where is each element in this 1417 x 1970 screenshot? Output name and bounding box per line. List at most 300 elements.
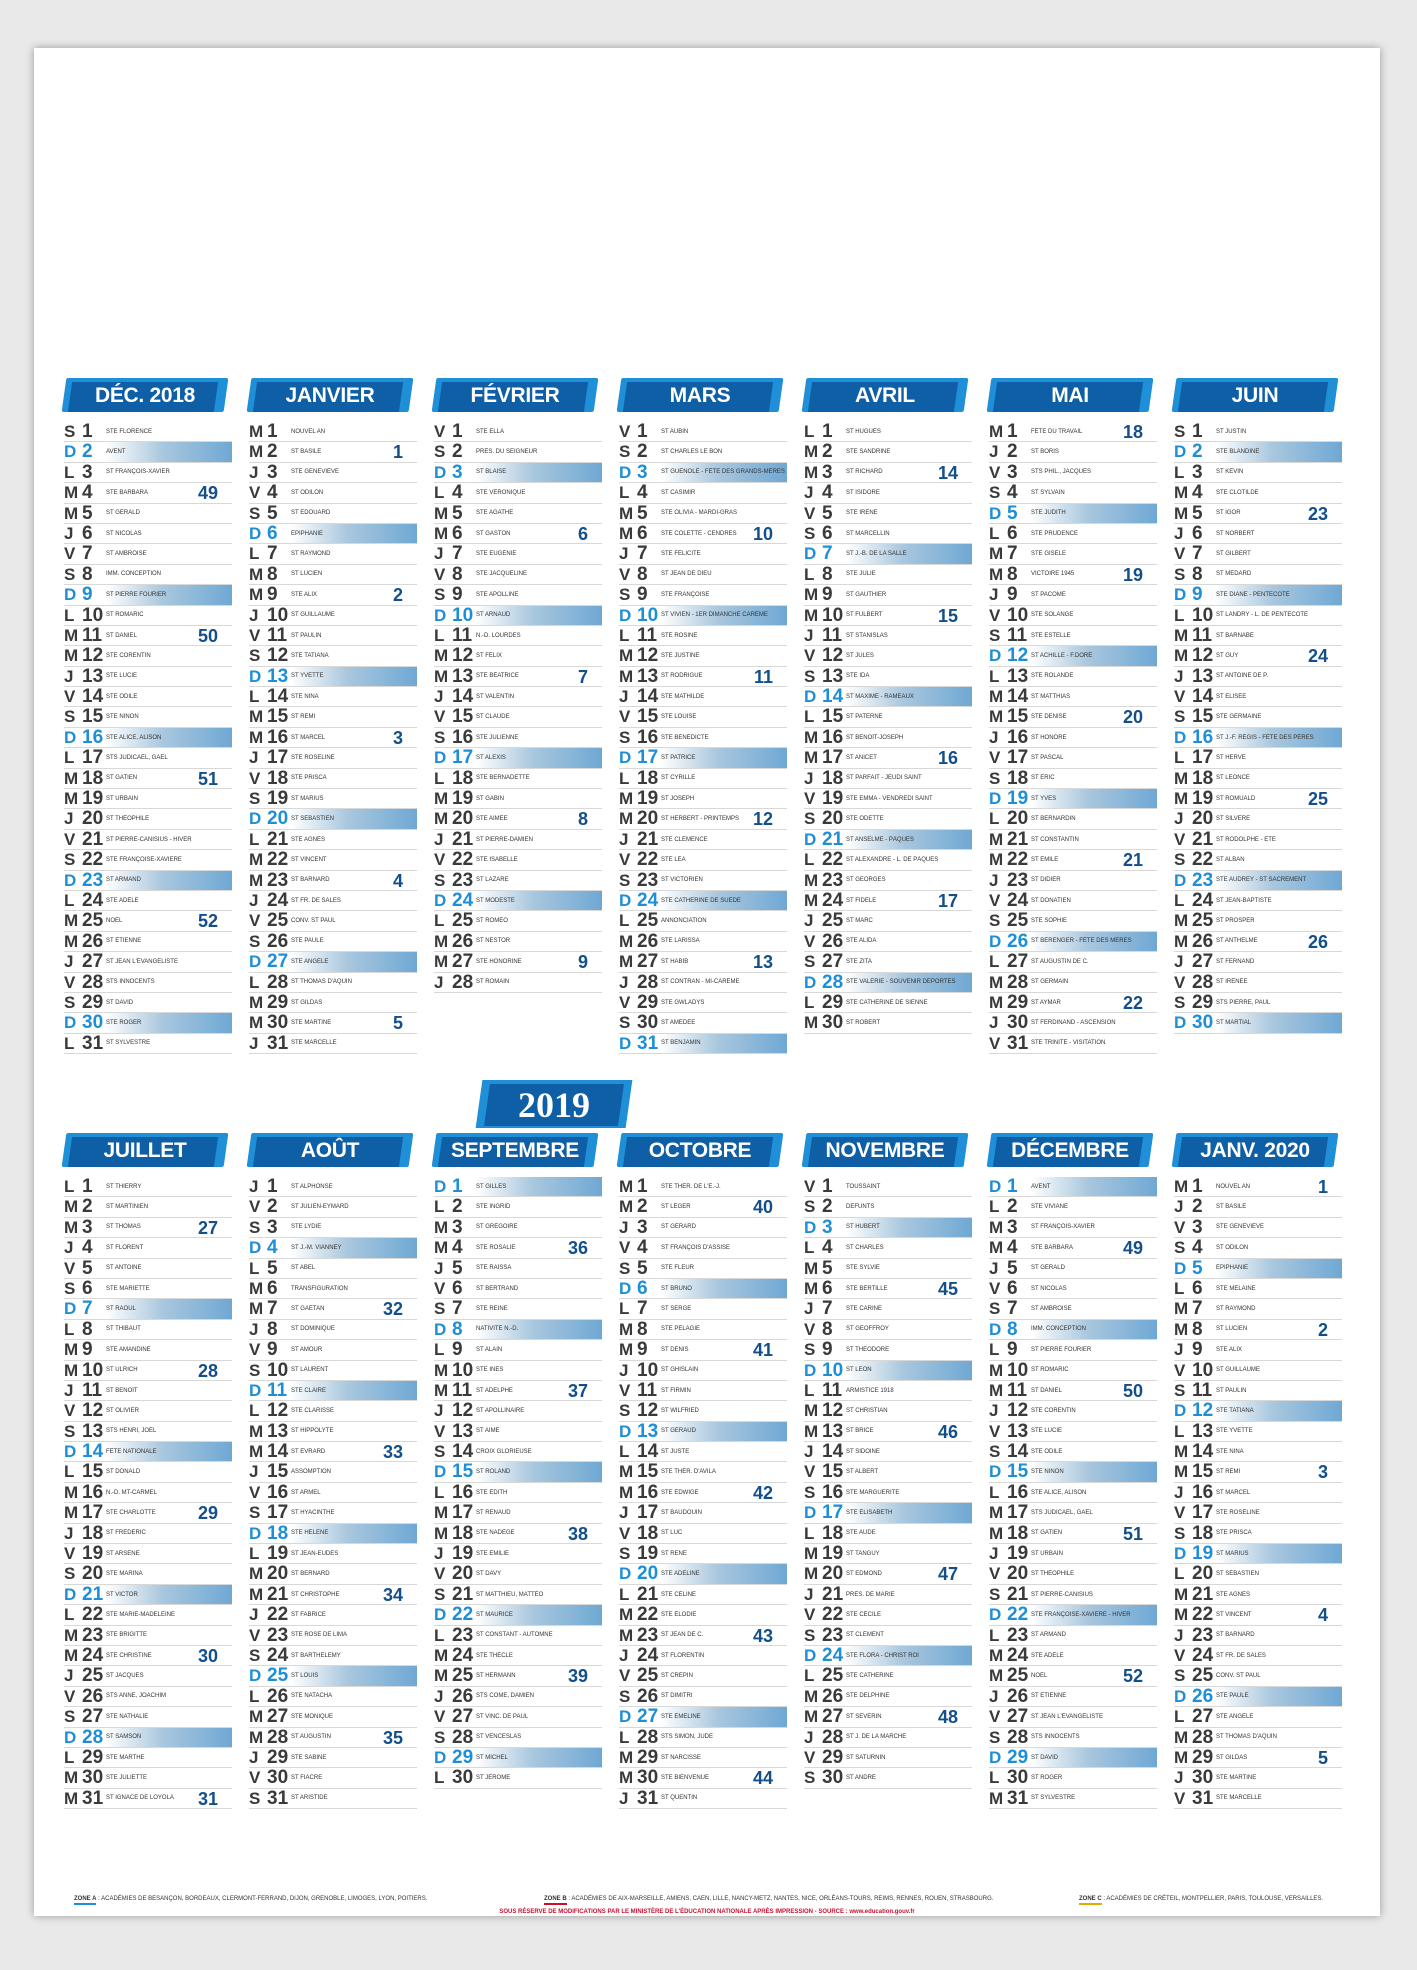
weekday-letter: J — [989, 870, 999, 890]
day-row — [249, 1299, 417, 1319]
weekday-letter: D — [989, 1177, 1002, 1196]
day-number: 9 — [1007, 584, 1018, 606]
day-row — [619, 850, 787, 870]
week-number: 34 — [382, 1584, 403, 1605]
saint-name: ST LANDRY - L. DE PENTECÔTE — [1216, 612, 1309, 619]
day-number: 18 — [82, 767, 104, 789]
day-row — [434, 1768, 602, 1788]
weekday-letter: V — [249, 1340, 261, 1360]
weekday-letter: J — [434, 829, 444, 849]
day-row — [1174, 1340, 1342, 1360]
day-number: 5 — [1192, 1257, 1203, 1279]
weekday-letter: J — [804, 1584, 814, 1604]
weekday-letter: L — [804, 707, 815, 727]
saint-name: ST JEAN-BAPTISTE — [1216, 897, 1272, 904]
saint-name: IMM. CONCEPTION — [106, 571, 161, 578]
day-number: 14 — [637, 1441, 659, 1463]
weekday-letter: L — [1174, 748, 1185, 768]
weekday-letter: J — [1174, 523, 1184, 543]
weekday-letter: V — [434, 1278, 446, 1298]
day-row — [989, 728, 1157, 748]
week-number: 25 — [1307, 789, 1328, 810]
day-number: 15 — [637, 706, 659, 728]
weekday-letter: S — [434, 1442, 446, 1462]
saint-name: STE BÉATRICE — [476, 673, 519, 680]
day-row — [1174, 1666, 1342, 1686]
day-row — [804, 687, 972, 707]
saint-name: STE ALIDA — [846, 938, 877, 945]
saint-name: STE DIANE - PENTECÔTE — [1216, 591, 1290, 598]
day-row — [1174, 748, 1342, 768]
month-0 — [64, 378, 232, 1054]
saint-name: STE FLORENCE — [106, 428, 153, 435]
day-number: 28 — [637, 971, 659, 993]
saint-name: ST PARFAIT - JEUDI SAINT — [846, 775, 922, 782]
saint-name: STE ALIX — [1216, 1346, 1243, 1353]
day-number: 31 — [637, 1787, 659, 1809]
day-number: 27 — [637, 1706, 659, 1728]
saint-name: ST HUGUES — [846, 428, 881, 435]
day-row — [619, 728, 787, 748]
day-row — [249, 973, 417, 993]
saint-name: AVENT — [106, 449, 126, 456]
day-row — [804, 1768, 972, 1788]
weekday-letter: M — [804, 1278, 819, 1298]
saint-name: ST J.-M. VIANNEY — [291, 1244, 342, 1251]
weekday-letter: M — [619, 931, 634, 951]
day-number: 29 — [822, 1746, 844, 1768]
day-number: 25 — [822, 1665, 844, 1687]
weekday-letter: M — [64, 1360, 79, 1380]
day-row — [434, 1687, 602, 1707]
day-number: 20 — [1007, 808, 1029, 830]
weekday-letter: D — [249, 523, 262, 543]
saint-name: ST ALBERT — [846, 1469, 879, 1476]
weekday-letter: M — [619, 952, 634, 972]
weekday-letter: L — [434, 1482, 445, 1502]
weekday-letter: M — [64, 646, 79, 666]
weekday-letter: M — [64, 1788, 79, 1808]
day-row — [64, 769, 232, 789]
saint-name: ST PAULIN — [291, 632, 322, 639]
day-number: 24 — [1192, 889, 1214, 911]
day-number: 27 — [822, 1706, 844, 1728]
day-number: 8 — [637, 563, 648, 585]
weekday-letter: D — [434, 605, 447, 625]
weekday-letter: V — [989, 1707, 1001, 1727]
day-row — [619, 504, 787, 524]
weekday-letter: M — [619, 1482, 634, 1502]
weekday-letter: D — [619, 1707, 632, 1727]
week-number: 51 — [1122, 1523, 1143, 1544]
weekday-letter: M — [434, 809, 449, 829]
day-row — [434, 1238, 602, 1258]
day-row — [64, 1605, 232, 1625]
day-row — [989, 1259, 1157, 1279]
saint-name: ST LUC — [661, 1530, 683, 1537]
day-row — [804, 1340, 972, 1360]
weekday-letter: L — [1174, 1278, 1185, 1298]
day-row — [1174, 1462, 1342, 1482]
day-number: 25 — [452, 1665, 474, 1687]
saint-name: STE GISÈLE — [1031, 551, 1067, 558]
weekday-letter: S — [64, 564, 76, 584]
day-number: 17 — [267, 1502, 289, 1524]
day-number: 18 — [82, 1522, 104, 1544]
weekday-letter: S — [64, 1278, 76, 1298]
saint-name: STS JUDICAËL, GAËL — [1031, 1509, 1093, 1516]
day-number: 30 — [267, 1767, 289, 1789]
week-number: 31 — [197, 1788, 218, 1809]
weekday-letter: S — [249, 646, 261, 666]
day-row — [64, 1768, 232, 1788]
saint-name: ST ÉTIENNE — [106, 938, 142, 945]
day-row — [249, 871, 417, 891]
weekday-letter: J — [619, 1360, 629, 1380]
weekday-letter: S — [989, 911, 1001, 931]
weekday-letter: M — [804, 1013, 819, 1033]
saint-name: ST THIBAUT — [106, 1326, 141, 1333]
day-number: 7 — [1192, 1298, 1203, 1320]
saint-name: ST FR. DE SALES — [1216, 1652, 1266, 1659]
day-row — [1174, 626, 1342, 646]
saint-name: STE NINON — [1031, 1469, 1064, 1476]
day-number: 1 — [1007, 1176, 1018, 1197]
day-number: 7 — [637, 1298, 648, 1320]
day-row — [619, 585, 787, 605]
day-number: 19 — [1007, 1543, 1029, 1565]
day-row — [989, 1279, 1157, 1299]
day-number: 13 — [1007, 1420, 1029, 1442]
day-number: 24 — [82, 889, 104, 911]
saint-name: FÊTE NATIONALE — [106, 1448, 157, 1455]
day-row — [434, 1381, 602, 1401]
saint-name: STS ANNE, JOACHIM — [106, 1693, 167, 1700]
weekday-letter: J — [249, 1462, 259, 1482]
day-row — [804, 1401, 972, 1421]
weekday-letter: M — [249, 992, 264, 1012]
saint-name: ST RODOLPHE - ÉTÉ — [1216, 836, 1276, 843]
weekday-letter: D — [619, 605, 632, 625]
day-number: 25 — [267, 1665, 289, 1687]
weekday-letter: V — [804, 1177, 816, 1196]
day-number: 30 — [452, 1767, 474, 1789]
day-row — [434, 544, 602, 564]
day-row — [249, 1361, 417, 1381]
day-number: 20 — [1192, 1563, 1214, 1585]
day-row — [64, 1238, 232, 1258]
weekday-letter: V — [249, 483, 261, 503]
weekday-letter: S — [804, 666, 816, 686]
day-row — [434, 667, 602, 687]
saint-name: ST PIERRE-CANISIUS - HIVER — [106, 836, 192, 843]
month-title: JUIN — [1231, 384, 1279, 407]
day-row — [804, 993, 972, 1013]
week-number: 14 — [937, 462, 958, 483]
day-number: 28 — [637, 1726, 659, 1748]
day-row — [619, 544, 787, 564]
weekday-letter: D — [1174, 727, 1187, 747]
weekday-letter: M — [619, 1747, 634, 1767]
day-number: 16 — [82, 1481, 104, 1503]
day-number: 9 — [637, 1339, 648, 1361]
saint-name: ST ALEXIS — [476, 754, 506, 761]
day-row — [434, 707, 602, 727]
saint-name: ST GUILLAUME — [291, 612, 335, 619]
day-row — [64, 524, 232, 544]
saint-name: STE ADÈLE — [1031, 1652, 1064, 1659]
day-number: 11 — [452, 1379, 473, 1401]
day-number: 18 — [452, 1522, 474, 1544]
day-number: 12 — [82, 1400, 104, 1422]
day-number: 2 — [267, 441, 278, 463]
day-number: 18 — [822, 1522, 844, 1544]
day-number: 22 — [1007, 849, 1029, 871]
day-row — [434, 524, 602, 544]
weekday-letter: L — [804, 1380, 815, 1400]
day-row — [1174, 891, 1342, 911]
saint-name: ST FRANÇOIS-XAVIER — [1031, 1224, 1095, 1231]
saint-name: ST DENIS — [661, 1346, 689, 1353]
day-number: 2 — [1007, 441, 1018, 463]
saint-name: STE BIENVENUE — [661, 1775, 710, 1782]
weekday-letter: J — [249, 1747, 259, 1767]
day-number: 9 — [1007, 1339, 1018, 1361]
weekday-letter: J — [434, 687, 444, 707]
weekday-letter: D — [989, 931, 1002, 951]
saint-name: ST BRUNO — [661, 1285, 692, 1292]
day-number: 2 — [452, 1196, 463, 1218]
day-number: 16 — [452, 1481, 474, 1503]
day-number: 4 — [637, 1237, 648, 1259]
weekday-letter: M — [64, 1482, 79, 1502]
day-number: 30 — [1007, 1012, 1029, 1034]
day-row — [64, 565, 232, 585]
day-number: 12 — [637, 645, 659, 667]
week-number: 41 — [752, 1340, 773, 1361]
day-row — [434, 646, 602, 666]
day-row — [434, 1605, 602, 1625]
day-row — [249, 463, 417, 483]
saint-name: STE JULIETTE — [106, 1775, 148, 1782]
saint-name: STS HENRI, JOËL — [106, 1428, 157, 1435]
day-row — [1174, 707, 1342, 727]
saint-name: STE PRISCA — [291, 775, 327, 782]
weekday-letter: M — [619, 1340, 634, 1360]
weekday-letter: M — [804, 1258, 819, 1278]
day-number: 3 — [82, 1216, 93, 1238]
week-number: 5 — [1317, 1747, 1328, 1768]
weekday-letter: M — [434, 1523, 449, 1543]
day-number: 8 — [82, 1318, 93, 1340]
weekday-letter: V — [619, 992, 631, 1012]
weekday-letter: V — [434, 1421, 446, 1441]
month-title: JUILLET — [103, 1139, 187, 1162]
saint-name: ST FRÉDÉRIC — [106, 1530, 146, 1537]
day-row — [64, 1462, 232, 1482]
weekday-letter: S — [249, 1788, 261, 1808]
weekday-letter: M — [989, 1645, 1004, 1665]
weekday-letter: J — [64, 1380, 74, 1400]
day-number: 26 — [267, 930, 289, 952]
day-number: 25 — [822, 910, 844, 932]
saint-name: STE ANGÈLE — [1216, 1713, 1254, 1720]
saint-name: ST SÉVERIN — [846, 1713, 882, 1720]
day-number: 17 — [1192, 1502, 1214, 1524]
saint-name: ST LAZARE — [476, 877, 509, 884]
day-row — [989, 646, 1157, 666]
weekday-letter: J — [249, 890, 259, 910]
day-row — [1174, 1728, 1342, 1748]
weekday-letter: M — [989, 1217, 1004, 1237]
day-row — [989, 1646, 1157, 1666]
day-number: 21 — [1007, 828, 1029, 850]
weekday-letter: M — [619, 1625, 634, 1645]
saint-name: ST VENCESLAS — [476, 1734, 522, 1741]
day-row — [434, 565, 602, 585]
weekday-letter: S — [64, 707, 76, 727]
day-number: 24 — [452, 1644, 474, 1666]
day-number: 13 — [1192, 1420, 1214, 1442]
saint-name: CROIX GLORIEUSE — [476, 1448, 532, 1455]
weekday-letter: L — [434, 625, 445, 645]
day-row — [434, 1340, 602, 1360]
day-row — [249, 1564, 417, 1584]
day-number: 12 — [822, 1400, 844, 1422]
day-row — [64, 1361, 232, 1381]
day-row — [249, 932, 417, 952]
saint-name: STE AGATHE — [476, 510, 514, 517]
saint-name: STE CLOTILDE — [1216, 489, 1259, 496]
day-row — [249, 1401, 417, 1421]
footer-note: SOUS RÉSERVE DE MODIFICATIONS PAR LE MINISTÈRE DE L'ÉDUCATION NATIONALE APRÈS IMPRESSION - SOURCE : www.education.gouv.fr — [499, 1909, 915, 1915]
day-row — [989, 952, 1157, 972]
day-row — [64, 1299, 232, 1319]
day-row — [1174, 932, 1342, 952]
saint-name: STE TATIANA — [1216, 1407, 1254, 1414]
week-number: 46 — [937, 1421, 958, 1442]
weekday-letter: V — [804, 1747, 816, 1767]
weekday-letter: V — [434, 1707, 446, 1727]
weekday-letter: S — [249, 1360, 261, 1380]
saint-name: STE BERNADETTE — [476, 775, 530, 782]
weekday-letter: V — [1174, 1360, 1186, 1380]
month-banner — [619, 378, 781, 414]
day-number: 2 — [267, 1196, 278, 1218]
saint-name: ST RÉMI — [1216, 1469, 1241, 1476]
day-row — [804, 524, 972, 544]
saint-name: IMM. CONCEPTION — [1031, 1326, 1086, 1333]
weekday-letter: J — [249, 1033, 259, 1053]
day-number: 13 — [637, 1420, 659, 1442]
weekday-letter: S — [434, 870, 446, 890]
saint-name: ST SAMSON — [106, 1734, 142, 1741]
day-row — [989, 1564, 1157, 1584]
day-number: 14 — [1007, 686, 1029, 708]
day-number: 24 — [267, 1644, 289, 1666]
day-number: 1 — [822, 421, 833, 442]
day-row — [804, 1503, 972, 1523]
day-row — [64, 1748, 232, 1768]
day-row — [1174, 1768, 1342, 1788]
day-number: 10 — [1192, 1359, 1214, 1381]
day-row — [64, 748, 232, 768]
week-number: 28 — [197, 1360, 218, 1381]
day-number: 12 — [452, 1400, 474, 1422]
day-row — [989, 891, 1157, 911]
day-row — [64, 544, 232, 564]
day-row — [249, 1687, 417, 1707]
saint-name: ST MARIUS — [1216, 1550, 1249, 1557]
day-row — [1174, 463, 1342, 483]
day-number: 19 — [452, 1543, 474, 1565]
day-row — [1174, 1789, 1342, 1809]
day-number: 1 — [1007, 421, 1018, 442]
saint-name: ST GÉRARD — [661, 1224, 696, 1231]
day-number: 18 — [637, 767, 659, 789]
saint-name: ST FLORENTIN — [661, 1652, 705, 1659]
weekday-letter: D — [64, 1013, 77, 1033]
saint-name: STE DENISE — [1031, 714, 1067, 721]
saint-name: ST BERTRAND — [476, 1285, 519, 1292]
saint-name: STE NINA — [291, 693, 319, 700]
weekday-letter: V — [989, 890, 1001, 910]
weekday-letter: M — [1174, 1584, 1189, 1604]
day-number: 25 — [637, 1665, 659, 1687]
day-row — [1174, 1320, 1342, 1340]
weekday-letter: M — [804, 442, 819, 462]
day-number: 27 — [267, 1706, 289, 1728]
weekday-letter: D — [989, 1605, 1002, 1625]
zone-b-label: ZONE B — [544, 1896, 567, 1905]
day-number: 26 — [1007, 1685, 1029, 1707]
day-number: 8 — [1007, 563, 1018, 585]
saint-name: STE AMANDINE — [106, 1346, 151, 1353]
day-number: 6 — [637, 1277, 648, 1299]
day-row — [434, 1197, 602, 1217]
weekday-letter: L — [64, 890, 75, 910]
saint-name: STE MARTINE — [291, 1020, 332, 1027]
saint-name: STE ROSELINE — [291, 754, 335, 761]
day-number: 19 — [637, 1543, 659, 1565]
day-row — [619, 483, 787, 503]
day-row — [1174, 1564, 1342, 1584]
saint-name: ST JACQUES — [106, 1673, 144, 1680]
month-banner — [619, 1133, 781, 1169]
day-number: 12 — [822, 645, 844, 667]
day-row — [804, 1483, 972, 1503]
weekday-letter: J — [804, 483, 814, 503]
week-number: 51 — [197, 768, 218, 789]
weekday-letter: M — [64, 625, 79, 645]
saint-name: STE NINON — [106, 714, 139, 721]
saint-name: STE FRANÇOISE-XAVIERE — [106, 856, 182, 863]
day-number: 21 — [822, 828, 844, 850]
week-number: 52 — [197, 911, 218, 932]
day-row — [619, 932, 787, 952]
day-row — [989, 789, 1157, 809]
week-number: 9 — [577, 952, 588, 973]
day-row — [64, 911, 232, 931]
day-row — [64, 1218, 232, 1238]
weekday-letter: S — [804, 1197, 816, 1217]
day-row — [804, 463, 972, 483]
day-number: 7 — [822, 1298, 833, 1320]
weekday-letter: S — [619, 1401, 631, 1421]
day-number: 26 — [267, 1685, 289, 1707]
weekday-letter: L — [434, 1197, 445, 1217]
day-row — [64, 1666, 232, 1686]
